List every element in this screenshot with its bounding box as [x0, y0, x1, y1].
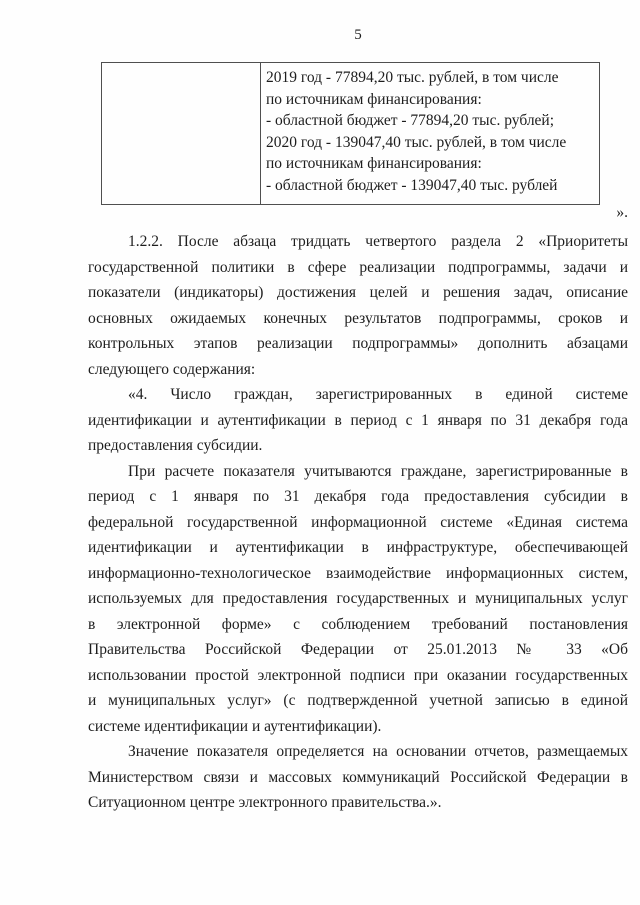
text-line: по источникам финансирования:	[266, 90, 482, 108]
table-cell-empty	[102, 63, 261, 205]
text-line: используемых для предоставления государственных и муниципальных услуг	[88, 590, 628, 607]
document-body	[88, 229, 628, 816]
text-line: - областной бюджет - 139047,40 тыс. рублей	[266, 176, 558, 194]
text-line: 2020 год - 139047,40 тыс. рублей, в том числе	[266, 133, 567, 151]
text-line: 2019 год - 77894,20 тыс. рублей, в том числе	[266, 69, 559, 86]
paragraph-1-2-2	[88, 229, 628, 382]
text-line: федеральной государственной информационной системе «Единая система	[88, 513, 628, 531]
text-line: период с 1 января по 31 декабря года предоставления субсидии в	[88, 488, 628, 505]
text-line: Министерством связи и массовых коммуникаций Российской Федерации в	[88, 768, 628, 786]
text-line: идентификации и аутентификации в инфраструктуре, обеспечивающей	[88, 539, 628, 556]
paragraph-calculation-rule	[88, 459, 628, 740]
text-line: показатели (индикаторы) достижения целей и решения задач, описание	[88, 284, 628, 301]
text-line: При расчете показателя учитываются граждане, зарегистрированные в	[128, 462, 628, 480]
text-line: Правительства Российской Федерации от 25.01.2013 № 33 «Об	[88, 641, 628, 658]
text-line: следующего содержания:	[88, 360, 256, 378]
text-line: 1.2.2. После абзаца тридцать четвертого раздела 2 «Приоритеты	[128, 233, 628, 250]
paragraph-value-source	[88, 739, 628, 816]
text-line: предоставления субсидии.	[88, 437, 263, 454]
text-line: - областной бюджет - 77894,20 тыс. рублей;	[266, 112, 555, 129]
text-line: и муниципальных услуг» (с подтвержденной учетной записью в единой	[88, 692, 628, 709]
paragraph-indicator-4	[88, 382, 628, 459]
text-line: основных ожидаемых конечных результатов подпрограммы, сроков и	[88, 309, 628, 327]
text-line: по источникам финансирования:	[266, 155, 482, 172]
table-cell-budget-text	[261, 63, 600, 205]
text-line: использовании простой электронной подписи при оказании государственных	[88, 666, 628, 684]
closing-quote-mark: ».	[616, 204, 628, 221]
text-line: Значение показателя определяется на основании отчетов, размещаемых	[128, 743, 628, 760]
budget-table	[101, 62, 600, 205]
text-line: информационно-технологическое взаимодействие информационных систем,	[88, 564, 628, 582]
text-line: Ситуационном центре электронного правительства.».	[88, 794, 442, 811]
text-line: системе идентификации и аутентификации).	[88, 717, 382, 735]
text-line: «4. Число граждан, зарегистрированных в единой системе	[128, 386, 628, 403]
page-number: 5	[354, 27, 362, 43]
text-line: в электронной форме» с соблюдением требований постановления	[88, 615, 628, 633]
text-line: идентификации и аутентификации в период с 1 января по 31 декабря года	[88, 411, 628, 429]
text-line: контрольных этапов реализации подпрограммы» дополнить абзацами	[88, 335, 628, 352]
text-line: государственной политики в сфере реализации подпрограммы, задачи и	[88, 258, 628, 276]
table-row	[102, 63, 600, 205]
